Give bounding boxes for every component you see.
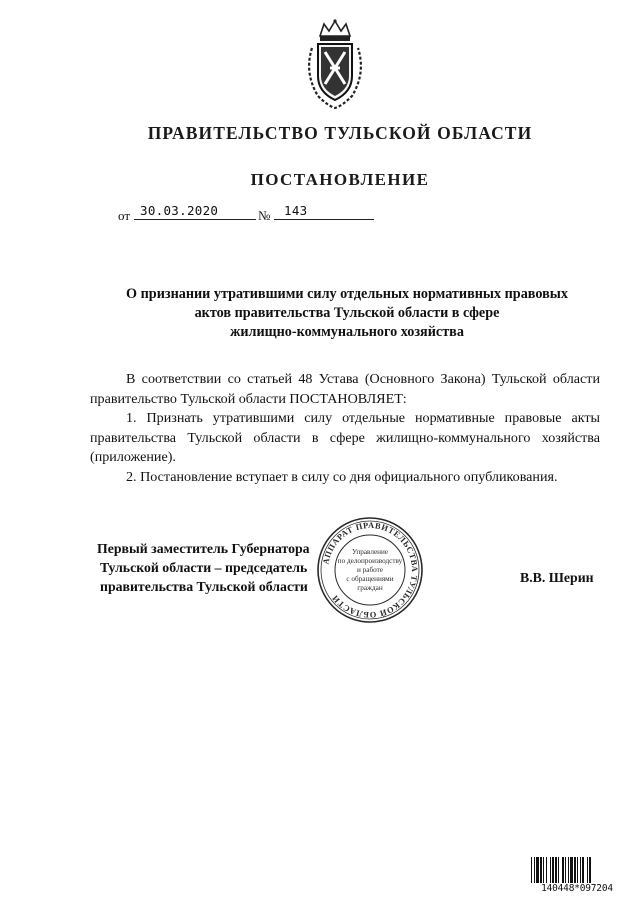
barcode-bar — [577, 857, 578, 883]
date-label: от — [118, 208, 131, 223]
signatory-position — [97, 539, 310, 596]
government-title: ПРАВИТЕЛЬСТВО ТУЛЬСКОЙ ОБЛАСТИ — [147, 123, 533, 143]
stamp-ring-text: АППАРАТ ПРАВИТЕЛЬСТВА ТУЛЬСКОЙ ОБЛАСТИ — [321, 520, 420, 620]
subject-line: жилищно-коммунального хозяйства — [230, 324, 464, 340]
signatory-name: В.В. Шерин — [520, 570, 594, 585]
subject-line: О признании утратившими силу отдельных нормативных правовых — [126, 286, 568, 302]
barcode-number: 140448*097204 — [531, 883, 623, 894]
barcode-bar — [589, 857, 591, 883]
barcode-bar — [534, 857, 535, 883]
subject-heading — [96, 285, 598, 342]
barcode-bar — [587, 857, 588, 883]
barcode-bar — [540, 857, 542, 883]
official-stamp — [316, 516, 424, 624]
preamble-paragraph: В соответствии со статьей 48 Устава (Основного Закона) Тульской области правительство Тульской области ПОСТАНОВЛЯЕТ: — [90, 371, 600, 407]
barcode-bar — [582, 857, 584, 883]
stamp-line: и работе — [357, 566, 383, 574]
document-body — [90, 370, 600, 487]
barcode-bar — [580, 857, 581, 883]
stamp-line: по делопроизводству — [337, 557, 403, 565]
position-line: Тульской области – председатель — [100, 560, 308, 575]
item-1-paragraph: 1. Признать утратившими силу отдельные нормативные правовые акты правительства Тульской области в сфере жилищно-коммунального хозяйства (приложение). — [90, 410, 600, 465]
barcode-bar — [552, 857, 554, 883]
coat-of-arms-icon — [298, 18, 372, 110]
stamp-line: с обращениями — [346, 575, 394, 583]
barcode-bar — [555, 857, 557, 883]
number-value: 143 — [274, 204, 374, 220]
barcode-bar — [531, 857, 532, 883]
barcode-bar — [562, 857, 564, 883]
number-label: № — [258, 208, 271, 223]
barcode-bar — [565, 857, 566, 883]
barcode-bar — [546, 857, 547, 883]
document-type: ПОСТАНОВЛЕНИЕ — [250, 170, 430, 189]
stamp-line: граждан — [357, 584, 383, 592]
barcode-bar — [543, 857, 544, 883]
position-line: правительства Тульской области — [100, 579, 308, 594]
position-line: Первый заместитель Губернатора — [97, 541, 310, 556]
barcode-bar — [550, 857, 551, 883]
stamp-line: Управление — [351, 548, 389, 556]
barcode-bar — [558, 857, 559, 883]
item-2-paragraph: 2. Постановление вступает в силу со дня официального опубликования. — [126, 468, 558, 485]
date-value: 30.03.2020 — [134, 204, 256, 220]
subject-line: актов правительства Тульской области в сфере — [194, 305, 500, 321]
barcode-bar — [536, 857, 539, 883]
barcode-bar — [568, 857, 569, 883]
barcode-bar — [574, 857, 576, 883]
barcode-bar — [570, 857, 573, 883]
